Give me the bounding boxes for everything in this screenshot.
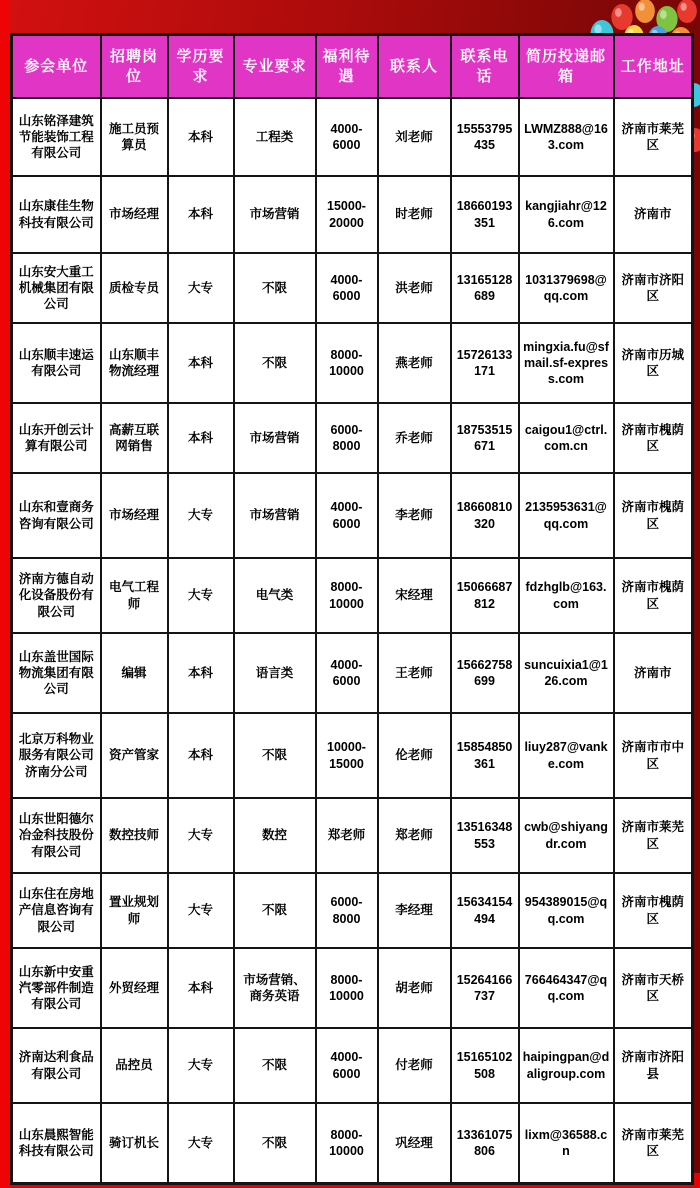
table-row	[12, 713, 693, 798]
table-cell-major: 语言类	[234, 633, 316, 713]
table-cell-address: 济南市天桥区	[614, 948, 693, 1028]
header-cell-major: 专业要求	[234, 35, 316, 99]
header-cell-address: 工作地址	[614, 35, 693, 99]
table-cell-edu: 本科	[168, 323, 234, 403]
table-cell-company: 山东开创云计算有限公司	[12, 403, 101, 473]
table-cell-phone: 15662758699	[451, 633, 519, 713]
table-cell-major: 不限	[234, 323, 316, 403]
table-row	[12, 403, 693, 473]
table-cell-edu: 本科	[168, 633, 234, 713]
table-cell-company: 山东晨熙智能科技有限公司	[12, 1103, 101, 1183]
table-cell-company: 山东盖世国际物流集团有限公司	[12, 633, 101, 713]
table-cell-salary: 6000-8000	[316, 873, 378, 948]
table-cell-company: 山东世阳德尔冶金科技股份有限公司	[12, 798, 101, 873]
table-row	[12, 1103, 693, 1183]
table-cell-position: 山东顺丰物流经理	[101, 323, 168, 403]
table-cell-contact: 燕老师	[378, 323, 451, 403]
table-cell-contact: 付老师	[378, 1028, 451, 1103]
table-cell-major: 不限	[234, 873, 316, 948]
table-cell-address: 济南市莱芜区	[614, 1103, 693, 1183]
table-cell-major: 数控	[234, 798, 316, 873]
left-red-stripe	[0, 0, 10, 1188]
table-cell-address: 济南市	[614, 176, 693, 253]
table-cell-contact: 伦老师	[378, 713, 451, 798]
table-cell-phone: 18660193351	[451, 176, 519, 253]
table-cell-company: 山东安大重工机械集团有限公司	[12, 253, 101, 323]
table-cell-major: 市场营销、商务英语	[234, 948, 316, 1028]
table-cell-position: 市场经理	[101, 176, 168, 253]
table-cell-phone: 13165128689	[451, 253, 519, 323]
table-cell-major: 不限	[234, 1103, 316, 1183]
table-cell-salary: 8000-10000	[316, 558, 378, 633]
table-cell-contact: 胡老师	[378, 948, 451, 1028]
table-cell-major: 电气类	[234, 558, 316, 633]
header-cell-phone: 联系电话	[451, 35, 519, 99]
table-cell-salary: 4000-6000	[316, 633, 378, 713]
table-cell-edu: 本科	[168, 176, 234, 253]
table-cell-address: 济南市莱芜区	[614, 98, 693, 176]
table-cell-salary: 4000-6000	[316, 98, 378, 176]
table-cell-position: 电气工程师	[101, 558, 168, 633]
table-cell-edu: 本科	[168, 713, 234, 798]
table-cell-address: 济南市槐荫区	[614, 873, 693, 948]
table-cell-position: 质检专员	[101, 253, 168, 323]
table-cell-address: 济南市市中区	[614, 713, 693, 798]
table-cell-email: caigou1@ctrl.com.cn	[519, 403, 614, 473]
table-cell-address: 济南市莱芜区	[614, 798, 693, 873]
table-row	[12, 253, 693, 323]
table-cell-company: 济南方德自动化设备股份有限公司	[12, 558, 101, 633]
header-cell-company: 参会单位	[12, 35, 101, 99]
table-cell-edu: 大专	[168, 873, 234, 948]
table-cell-edu: 大专	[168, 473, 234, 558]
table-cell-company: 山东和壹商务咨询有限公司	[12, 473, 101, 558]
table-cell-major: 市场营销	[234, 473, 316, 558]
job-fair-table	[10, 33, 694, 1185]
table-cell-email: LWMZ888@163.com	[519, 98, 614, 176]
table-cell-company: 山东顺丰速运有限公司	[12, 323, 101, 403]
table-cell-email: 766464347@qq.com	[519, 948, 614, 1028]
table-cell-contact: 巩经理	[378, 1103, 451, 1183]
table-cell-major: 不限	[234, 1028, 316, 1103]
table-cell-email: suncuixia1@126.com	[519, 633, 614, 713]
table-cell-email: mingxia.fu@sfmail.sf-express.com	[519, 323, 614, 403]
table-cell-major: 不限	[234, 713, 316, 798]
table-cell-email: cwb@shiyangdr.com	[519, 798, 614, 873]
table-cell-phone: 13361075806	[451, 1103, 519, 1183]
table-row	[12, 473, 693, 558]
table-cell-major: 市场营销	[234, 176, 316, 253]
table-cell-company: 山东铭泽建筑节能装饰工程有限公司	[12, 98, 101, 176]
table-row	[12, 948, 693, 1028]
table-cell-phone: 15553795435	[451, 98, 519, 176]
table-cell-company: 山东住在房地产信息咨询有限公司	[12, 873, 101, 948]
table-cell-email: lixm@36588.cn	[519, 1103, 614, 1183]
table-cell-position: 品控员	[101, 1028, 168, 1103]
table-cell-salary: 15000-20000	[316, 176, 378, 253]
table-cell-edu: 大专	[168, 1028, 234, 1103]
table-cell-phone: 13516348553	[451, 798, 519, 873]
table-cell-company: 济南达利食品有限公司	[12, 1028, 101, 1103]
table-row	[12, 323, 693, 403]
table-cell-phone: 15854850361	[451, 713, 519, 798]
table-cell-contact: 时老师	[378, 176, 451, 253]
table-cell-major: 市场营销	[234, 403, 316, 473]
table-cell-email: fdzhglb@163.com	[519, 558, 614, 633]
table-cell-edu: 大专	[168, 558, 234, 633]
table-row	[12, 798, 693, 873]
table-cell-phone: 18660810320	[451, 473, 519, 558]
table-cell-salary: 8000-10000	[316, 323, 378, 403]
table-cell-position: 骑订机长	[101, 1103, 168, 1183]
table-cell-email: 1031379698@qq.com	[519, 253, 614, 323]
table-cell-contact: 洪老师	[378, 253, 451, 323]
table-cell-company: 山东康佳生物科技有限公司	[12, 176, 101, 253]
table-cell-salary: 4000-6000	[316, 1028, 378, 1103]
table-cell-address: 济南市历城区	[614, 323, 693, 403]
table-cell-salary: 6000-8000	[316, 403, 378, 473]
table-cell-position: 编辑	[101, 633, 168, 713]
table-cell-edu: 本科	[168, 403, 234, 473]
table-cell-phone: 15165102508	[451, 1028, 519, 1103]
table-cell-edu: 本科	[168, 98, 234, 176]
table-cell-position: 施工员预算员	[101, 98, 168, 176]
table-cell-contact: 宋经理	[378, 558, 451, 633]
table-cell-edu: 大专	[168, 253, 234, 323]
table-row	[12, 98, 693, 176]
table-cell-company: 北京万科物业服务有限公司济南分公司	[12, 713, 101, 798]
header-cell-edu: 学历要求	[168, 35, 234, 99]
table-cell-edu: 大专	[168, 798, 234, 873]
table-cell-phone: 15066687812	[451, 558, 519, 633]
table-cell-position: 数控技师	[101, 798, 168, 873]
table-cell-address: 济南市济阳县	[614, 1028, 693, 1103]
header-cell-salary: 福利待遇	[316, 35, 378, 99]
table-cell-position: 高薪互联网销售	[101, 403, 168, 473]
table-cell-email: kangjiahr@126.com	[519, 176, 614, 253]
table-cell-email: 954389015@qq.com	[519, 873, 614, 948]
table-cell-address: 济南市济阳区	[614, 253, 693, 323]
table-cell-contact: 王老师	[378, 633, 451, 713]
table-row	[12, 558, 693, 633]
table-cell-position: 外贸经理	[101, 948, 168, 1028]
header-cell-position: 招聘岗位	[101, 35, 168, 99]
table-row	[12, 633, 693, 713]
table-cell-contact: 郑老师	[378, 798, 451, 873]
table-cell-company: 山东新中安重汽零部件制造有限公司	[12, 948, 101, 1028]
table-cell-salary: 4000-6000	[316, 253, 378, 323]
table-cell-address: 济南市	[614, 633, 693, 713]
table-cell-edu: 本科	[168, 948, 234, 1028]
table-cell-address: 济南市槐荫区	[614, 558, 693, 633]
table-cell-contact: 李老师	[378, 473, 451, 558]
table-cell-edu: 大专	[168, 1103, 234, 1183]
table-cell-phone: 18753515671	[451, 403, 519, 473]
table-cell-salary: 8000-10000	[316, 948, 378, 1028]
header-cell-contact: 联系人	[378, 35, 451, 99]
table-cell-address: 济南市槐荫区	[614, 403, 693, 473]
table-cell-phone: 15726133171	[451, 323, 519, 403]
table-row	[12, 176, 693, 253]
table-row	[12, 873, 693, 948]
table-cell-phone: 15634154494	[451, 873, 519, 948]
table-cell-contact: 李经理	[378, 873, 451, 948]
table-cell-salary: 8000-10000	[316, 1103, 378, 1183]
table-cell-position: 置业规划师	[101, 873, 168, 948]
table-cell-email: haipingpan@daligroup.com	[519, 1028, 614, 1103]
table-cell-major: 不限	[234, 253, 316, 323]
table-cell-salary: 郑老师	[316, 798, 378, 873]
table-cell-position: 资产管家	[101, 713, 168, 798]
table-cell-salary: 10000-15000	[316, 713, 378, 798]
table-cell-address: 济南市槐荫区	[614, 473, 693, 558]
table-cell-phone: 15264166737	[451, 948, 519, 1028]
table-cell-email: 2135953631@qq.com	[519, 473, 614, 558]
header-cell-email: 简历投递邮箱	[519, 35, 614, 99]
table-cell-email: liuy287@vanke.com	[519, 713, 614, 798]
table-row	[12, 1028, 693, 1103]
table-cell-contact: 乔老师	[378, 403, 451, 473]
table-header-row	[12, 35, 693, 99]
table-cell-salary: 4000-6000	[316, 473, 378, 558]
table-cell-contact: 刘老师	[378, 98, 451, 176]
table-cell-major: 工程类	[234, 98, 316, 176]
table-cell-position: 市场经理	[101, 473, 168, 558]
